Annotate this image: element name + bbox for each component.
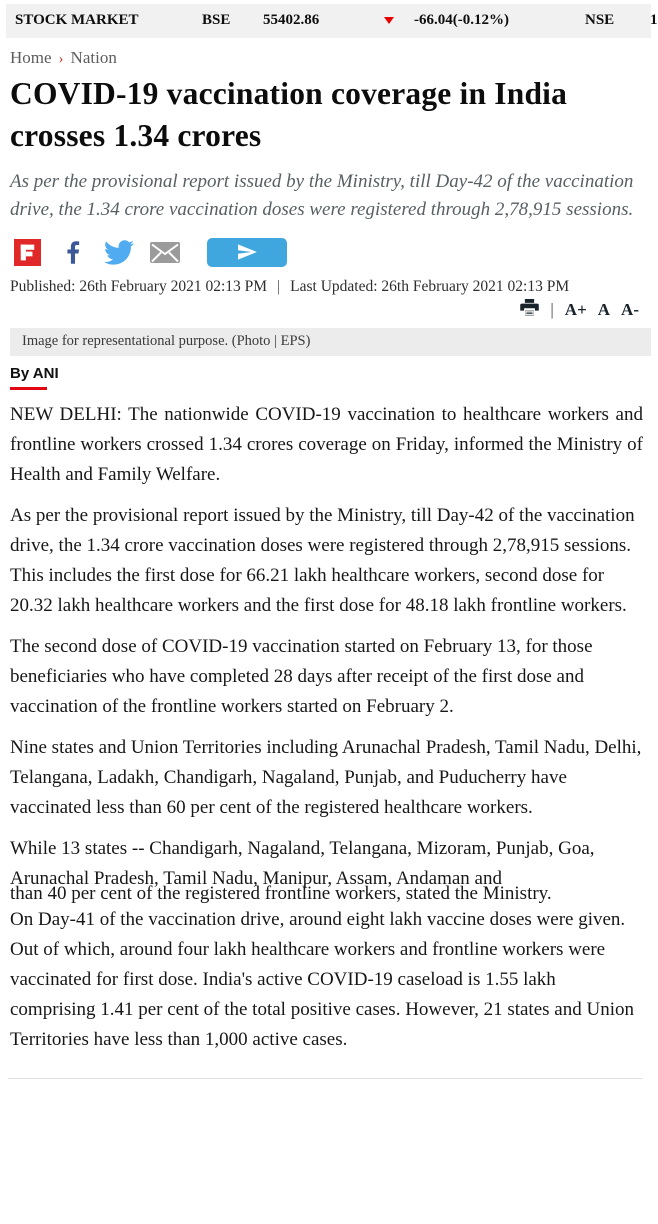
article-end-divider — [8, 1078, 643, 1079]
page-title: COVID-19 vaccination coverage in India crosses 1.34 crores — [10, 76, 568, 153]
email-share-icon[interactable] — [150, 242, 180, 263]
clipped-paragraph-visible: While 13 states -- Chandigarh, Nagaland, Telangana, Mizoram, Punjab, Goa, Arunachal Pradesh, Tamil Nadu, Manipur, Assam, Andaman and — [10, 838, 595, 889]
article-tools — [0, 299, 639, 321]
font-normal-button[interactable]: A — [597, 300, 611, 319]
publish-separator: | — [277, 278, 281, 295]
article-body — [10, 400, 643, 1055]
article-paragraph: NEW DELHI: The nationwide COVID-19 vaccination to healthcare workers and frontline workers crossed 1.34 crores coverage on Friday, informed the Ministry of Health and Family Welfare. — [10, 404, 643, 485]
stock-ticker-bar — [6, 4, 658, 38]
article-paragraph: As per the provisional report issued by the Ministry, till Day-42 of the vaccination drive, the 1.34 crore vaccination doses were registered through 2,78,915 sessions. This includes the first dose for 66.21 lakh healthcare workers, second dose for 20.32 lakh healthcare workers and the first dose for 48.18 lakh frontline workers. — [10, 505, 635, 616]
bse-label: BSE — [202, 12, 231, 28]
down-triangle-icon — [384, 17, 394, 24]
font-increase-button[interactable]: A+ — [564, 300, 587, 319]
article-summary: As per the provisional report issued by the Ministry, till Day-42 of the vaccination drive, the 1.34 crore vaccination doses were registered through 2,78,915 sessions. — [10, 171, 634, 220]
breadcrumb-nation[interactable]: Nation — [70, 48, 117, 67]
breadcrumb-separator-icon: › — [58, 51, 64, 67]
published-date: Published: 26th February 2021 02:13 PM — [10, 278, 268, 295]
breadcrumb — [10, 48, 651, 68]
article-paragraph: The second dose of COVID-19 vaccination started on February 13, for those beneficiaries who have completed 28 days after receipt of the first dose and vaccination of the frontline workers started on February 2. — [10, 636, 593, 717]
facebook-share-icon[interactable] — [60, 239, 87, 266]
article-paragraph: On Day-41 of the vaccination drive, around eight lakh vaccine doses were given. Out of which, around four lakh healthcare workers and frontline workers were vaccinated for first dose. India's active COVID-19 caseload is 1.55 lakh comprising 1.41 per cent of the total positive cases. However, 21 states and Union Territories have less than 1,000 active cases. — [10, 909, 634, 1050]
image-caption: Image for representational purpose. (Photo | EPS) — [10, 328, 651, 356]
byline-underline — [10, 387, 47, 390]
last-updated-date: Last Updated: 26th February 2021 02:13 PM — [290, 278, 570, 295]
nse-value-partial: 1 — [650, 12, 658, 28]
clipped-line: than 40 per cent of the registered frontline workers, stated the Ministry. — [10, 883, 552, 904]
article-paragraph-clipped — [10, 834, 643, 904]
bse-change: -66.04(-0.12%) — [414, 12, 509, 28]
font-decrease-button[interactable]: A- — [621, 300, 639, 319]
byline: By ANI — [10, 365, 59, 382]
publish-info — [10, 278, 641, 296]
tools-separator: | — [550, 300, 554, 319]
twitter-share-icon[interactable] — [104, 240, 134, 265]
telegram-share-button[interactable] — [207, 238, 287, 267]
bse-value: 55402.86 — [263, 12, 320, 28]
stock-market-label: STOCK MARKET — [15, 12, 139, 28]
print-icon[interactable] — [520, 299, 539, 321]
share-icons-row — [14, 237, 651, 267]
breadcrumb-home[interactable]: Home — [10, 48, 52, 67]
flipboard-share-icon[interactable] — [14, 239, 41, 266]
article-paragraph: Nine states and Union Territories including Arunachal Pradesh, Tamil Nadu, Delhi, Telangana, Ladakh, Chandigarh, Nagaland, Punjab, and Puducherry have vaccinated less than 60 per cent of the registered healthcare workers. — [10, 737, 642, 818]
nse-label: NSE — [585, 12, 615, 28]
